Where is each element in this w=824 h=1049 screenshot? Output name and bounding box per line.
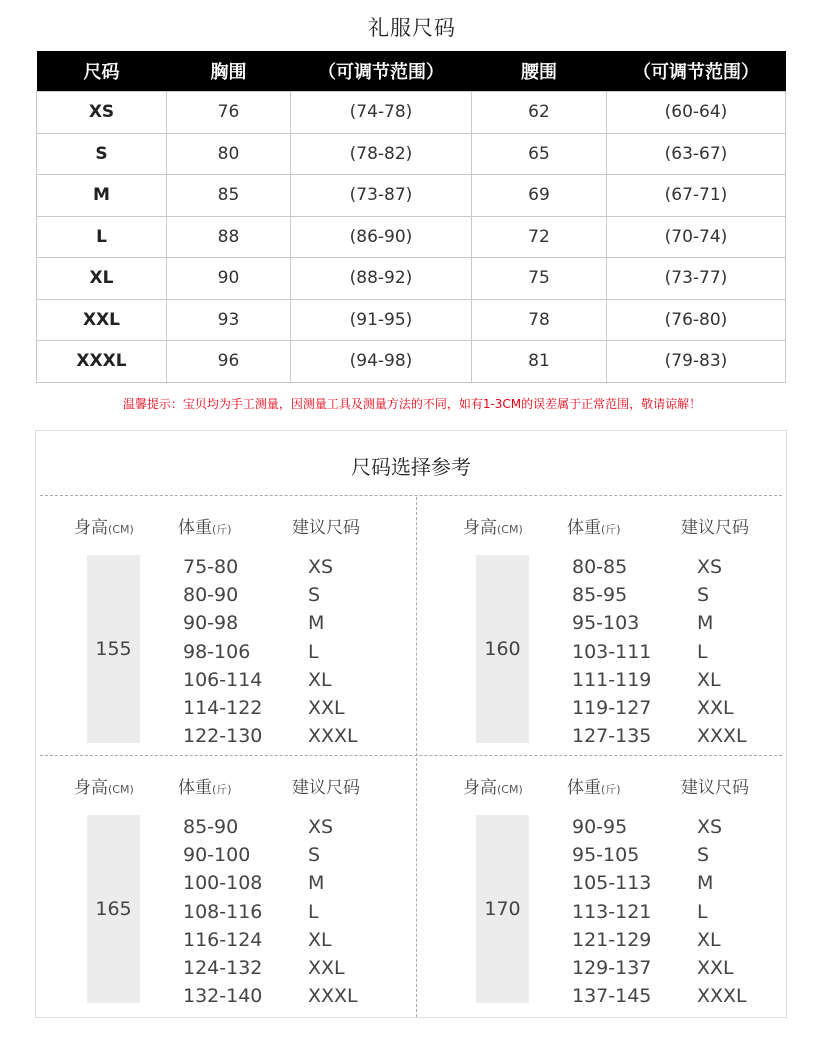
waist-range-cell: (73-77): [607, 258, 786, 300]
list-item: XXXL: [308, 985, 358, 1008]
measurement-notice: 温馨提示：宝贝均为手工测量，因测量工具及测量方法的不同，如有1-3CM的误差属于正常范围，敬请谅解！: [122, 397, 702, 411]
page-title: 礼服尺码: [368, 16, 456, 40]
list-item: 108-116: [183, 900, 263, 923]
list-item: M: [697, 612, 714, 635]
bust-range-cell: (86-90): [291, 216, 472, 258]
table-row: [37, 299, 786, 341]
waist-cell: 65: [472, 133, 607, 175]
weight-list: [183, 553, 262, 750]
size-list: [308, 813, 358, 1010]
list-item: XS: [697, 816, 723, 838]
list-item: 116-124: [183, 928, 263, 951]
bust-cell: 76: [167, 92, 291, 134]
waist-range-cell: (70-74): [607, 216, 786, 258]
list-item: 106-114: [183, 668, 263, 691]
weight-list: [572, 813, 651, 1010]
list-item: 124-132: [183, 956, 263, 979]
list-item: XXXL: [308, 725, 358, 748]
list-item: M: [308, 872, 325, 895]
height-value: 165: [87, 815, 140, 1003]
table-row: [37, 175, 786, 217]
waist-range-cell: (63-67): [607, 133, 786, 175]
bust-range-cell: (78-82): [291, 133, 472, 175]
list-item: 122-130: [183, 725, 263, 748]
list-item: 85-90: [183, 816, 239, 838]
waist-cell: 72: [472, 216, 607, 258]
list-item: 90-95: [572, 816, 628, 838]
list-item: XXL: [308, 956, 345, 979]
list-item: 100-108: [183, 872, 263, 895]
list-item: 98-106: [183, 640, 251, 663]
list-item: XXXL: [697, 725, 747, 748]
list-item: 111-119: [572, 668, 652, 691]
reference-group-155: [40, 497, 412, 759]
divider: [416, 497, 417, 1017]
list-item: M: [697, 872, 714, 895]
height-header: 身高(CM): [463, 518, 523, 538]
list-item: 114-122: [183, 696, 263, 719]
waist-cell: 75: [472, 258, 607, 300]
list-item: 95-105: [572, 844, 640, 867]
size-reference-panel: [35, 430, 787, 1018]
list-item: 85-95: [572, 584, 628, 607]
bust-range-cell: (94-98): [291, 341, 472, 383]
waist-cell: 62: [472, 92, 607, 134]
weight-header: 体重(斤): [178, 518, 232, 538]
bust-cell: 80: [167, 133, 291, 175]
weight-header: 体重(斤): [178, 778, 232, 798]
list-item: 121-129: [572, 928, 652, 951]
size-cell: XXL: [37, 299, 167, 341]
size-cell: L: [37, 216, 167, 258]
bust-range-cell: (73-87): [291, 175, 472, 217]
size-chart-table: [36, 51, 786, 383]
waist-range-cell: (60-64): [607, 92, 786, 134]
list-item: 129-137: [572, 956, 652, 979]
size-cell: M: [37, 175, 167, 217]
bust-range-cell: (91-95): [291, 299, 472, 341]
list-item: 119-127: [572, 696, 652, 719]
table-row: [37, 133, 786, 175]
list-item: XXXL: [697, 985, 747, 1008]
size-list: [697, 553, 747, 750]
list-item: 75-80: [183, 556, 239, 578]
list-item: XL: [308, 928, 332, 951]
reference-group-170: [429, 757, 801, 1019]
reference-group-160: [429, 497, 801, 759]
height-header: 身高(CM): [74, 518, 134, 538]
waist-range-cell: (76-80): [607, 299, 786, 341]
list-item: L: [308, 640, 319, 663]
list-item: XS: [308, 556, 334, 578]
height-value: 160: [476, 555, 529, 743]
list-item: L: [697, 900, 708, 923]
reference-title: 尺码选择参考: [351, 455, 471, 479]
size-list: [308, 553, 358, 750]
waist-range-cell: (67-71): [607, 175, 786, 217]
weight-header: 体重(斤): [567, 778, 621, 798]
list-item: 132-140: [183, 985, 263, 1008]
list-item: 80-90: [183, 584, 239, 607]
list-item: S: [697, 584, 710, 607]
list-item: XS: [308, 816, 334, 838]
size-list: [697, 813, 747, 1010]
list-item: L: [308, 900, 319, 923]
size-header: 建议尺码: [681, 778, 749, 798]
list-item: 113-121: [572, 900, 652, 923]
weight-list: [183, 813, 262, 1010]
table-row: [37, 258, 786, 300]
list-item: XXL: [697, 696, 734, 719]
bust-cell: 88: [167, 216, 291, 258]
bust-range-cell: (74-78): [291, 92, 472, 134]
height-header: 身高(CM): [74, 778, 134, 798]
list-item: 80-85: [572, 556, 628, 578]
bust-cell: 85: [167, 175, 291, 217]
list-item: XS: [697, 556, 723, 578]
bust-cell: 93: [167, 299, 291, 341]
header-size: 尺码: [37, 51, 167, 92]
waist-cell: 69: [472, 175, 607, 217]
header-bust: 胸围: [167, 51, 291, 92]
table-row: [37, 341, 786, 383]
list-item: 103-111: [572, 640, 652, 663]
list-item: XXL: [308, 696, 345, 719]
header-bust-range: （可调节范围）: [291, 51, 472, 92]
size-cell: S: [37, 133, 167, 175]
bust-range-cell: (88-92): [291, 258, 472, 300]
weight-header: 体重(斤): [567, 518, 621, 538]
list-item: L: [697, 640, 708, 663]
table-row: [37, 92, 786, 134]
list-item: S: [697, 844, 710, 867]
list-item: XL: [308, 668, 332, 691]
waist-cell: 78: [472, 299, 607, 341]
list-item: 90-98: [183, 612, 239, 635]
list-item: XL: [697, 928, 721, 951]
size-header: 建议尺码: [681, 518, 749, 538]
reference-group-165: [40, 757, 412, 1019]
height-header: 身高(CM): [463, 778, 523, 798]
list-item: XXL: [697, 956, 734, 979]
list-item: S: [308, 584, 321, 607]
weight-list: [572, 553, 651, 750]
size-header: 建议尺码: [292, 778, 360, 798]
list-item: S: [308, 844, 321, 867]
height-value: 155: [87, 555, 140, 743]
header-waist-range: （可调节范围）: [607, 51, 786, 92]
height-value: 170: [476, 815, 529, 1003]
size-cell: XXXL: [37, 341, 167, 383]
table-header-row: [37, 51, 786, 92]
bust-cell: 96: [167, 341, 291, 383]
waist-range-cell: (79-83): [607, 341, 786, 383]
bust-cell: 90: [167, 258, 291, 300]
size-header: 建议尺码: [292, 518, 360, 538]
divider: [40, 495, 782, 496]
list-item: 105-113: [572, 872, 652, 895]
table-row: [37, 216, 786, 258]
list-item: 127-135: [572, 725, 652, 748]
header-waist: 腰围: [472, 51, 607, 92]
list-item: 90-100: [183, 844, 251, 867]
list-item: 95-103: [572, 612, 640, 635]
list-item: M: [308, 612, 325, 635]
list-item: XL: [697, 668, 721, 691]
waist-cell: 81: [472, 341, 607, 383]
list-item: 137-145: [572, 985, 652, 1008]
size-cell: XL: [37, 258, 167, 300]
size-cell: XS: [37, 92, 167, 134]
